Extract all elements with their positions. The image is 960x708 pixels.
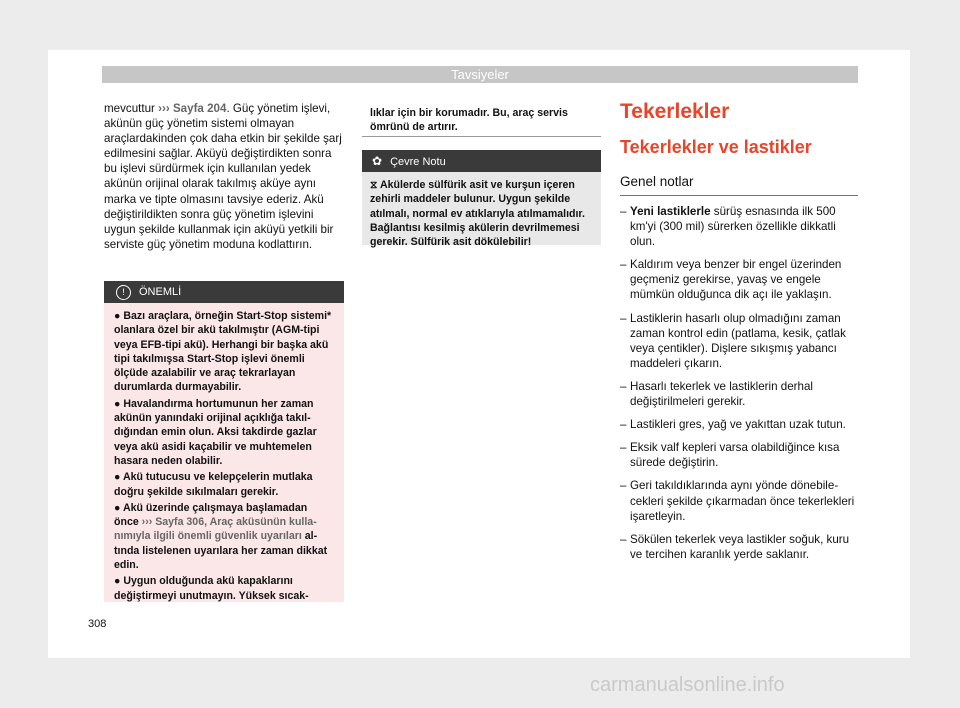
warning-item4-link[interactable]: ››› Sayfa 306, Araç aküsünün kullanımıyla ilgili önemli güvenlik uyarıları (114, 516, 317, 543)
warning-item: ● Akü tutucusu ve kelepçelerin mutlaka doğru şekilde sıkılmaları gerekir. (114, 471, 313, 498)
list-item (620, 379, 860, 409)
environment-note-text: Akülerde sülfürik asit ve kurşun içeren zehirli maddeler bulunur. Uygun şekilde atılmalı, normal ev atıklarıyla atılmamalıdır. Bağlantısı kesilmiş akülerin devrilmemesi gerekir. Sülfürik asit dökülebilir! (370, 179, 585, 249)
list-item-text: Hasarlı tekerlek ve lastiklerin derhal değiştirilmeleri gerekir. (630, 379, 813, 409)
hourglass-icon: ⧖ (370, 179, 378, 191)
list-item (620, 311, 860, 371)
column-1 (104, 101, 344, 252)
list-item-text: Eksik valf kepleri varsa olabildiğince kısa sürede değiştirin. (630, 441, 840, 470)
list-item-text: Lastiklerin hasarlı olup olmadığını zaman zaman kontrol edin (patlama, kesik, çatlak veya çentikler). Dişlere sıkışmış yabancı maddeleri çıkarın. (630, 311, 846, 370)
warning-item4-prefix: ● Akü üzerinde çalışmaya başlamadan önce (114, 501, 308, 529)
environment-note-box (362, 150, 601, 249)
dash-marker: – (620, 311, 627, 325)
subsection-title: Genel notlar (620, 174, 858, 196)
warning-item4-rest: altında listelenen uyarılara her zaman dikkat edin. (114, 530, 328, 572)
environment-note-body (362, 172, 601, 249)
list-item (620, 417, 860, 432)
dash-marker: – (620, 258, 627, 272)
warning-item: ● Bazı araçlara, örneğin Start-Stop sistemi* olanlara özel bir akü takılmıştır (AGM-tipi veya EFB-tipi akü). Herhangi bir başka akü tipi takılmışsa Start-Stop işlevi önemli ölçüde azalabilir ve araç tekrarlayan durumlarda durmayabilir. (114, 310, 332, 394)
warning-continuation: lıklar için bir korumadır. Bu, araç servis ömrünü de artırır. (362, 96, 601, 137)
warning-icon: ! (116, 285, 131, 300)
warning-header (104, 281, 344, 303)
intro-rest: . Güç yönetim işlevi, akünün güç yönetim sistemi olmayan araçlardakinden çok daha etkin bir şekilde şarj edilmesini sağlar. Aküyü değiştirdikten sonra bu işlevi sürdürmek için kullanılan yedek akünün orijinal olarak takılmış aküye aynı marka ve tipte olmasını tavsiye ederiz. Akü değiştirildikten sonra güç yönetim işlevini uygun şekilde kullanmak için aküyü yetkili bir serviste güç yönetim moduna kodlattırın. (104, 102, 342, 251)
watermark: carmanualsonline.info (590, 674, 785, 696)
dash-marker: – (620, 532, 627, 546)
warning-box (104, 281, 344, 602)
tips-list (620, 204, 860, 570)
warning-item (114, 501, 334, 572)
dash-marker: – (620, 379, 627, 393)
environment-note-title: Çevre Notu (390, 156, 446, 168)
dash-marker: – (620, 205, 627, 218)
list-item (620, 532, 860, 562)
dash-marker: – (620, 479, 627, 493)
chapter-title: Tekerlekler (620, 100, 730, 123)
section-title: Tekerlekler ve lastikler (620, 137, 812, 157)
list-item (620, 257, 860, 302)
list-item-text: Kaldırım veya benzer bir engel üzerinden geçmeniz gerekirse, yavaş ve engele mümkün olduğunca dik açı ile yaklaşın. (630, 258, 842, 302)
dash-marker: – (620, 418, 627, 432)
intro-prefix: mevcuttur (104, 102, 159, 115)
list-item (620, 478, 860, 523)
page-header (102, 66, 858, 83)
warning-body (104, 303, 344, 603)
list-item (620, 440, 860, 470)
warning-title: ÖNEMLİ (139, 286, 182, 298)
list-item (620, 204, 860, 249)
link-arrow-icon[interactable]: ››› (158, 102, 170, 115)
environment-note-header (362, 150, 601, 172)
list-item-text: sürüş esnasında ilk 500 km'yi (300 mil) sürerken özellikle dikkatli olun. (630, 205, 836, 249)
warning-item: ● Uygun olduğunda akü kapaklarını değiştirmeyi unutmayın. Yüksek sıcak- (114, 575, 309, 602)
intro-paragraph (104, 101, 344, 252)
list-item-text: Geri takıldıklarında aynı yönde dönebilecekleri şekilde çıkarmadan önce tekerlekleri işaretleyin. (630, 479, 855, 523)
dash-marker: – (620, 441, 627, 455)
page-number: 308 (88, 618, 107, 630)
list-item-text: Sökülen tekerlek veya lastikler soğuk, kuru ve tercihen karanlık yerde saklanır. (630, 532, 850, 561)
warning-item: ● Havalandırma hortumunun her zaman akünün yanındaki orijinal açıklığa takıldığından emin olun. Aksi takdirde gazlar veya akü asidi kaçabilir ve muhtemelen hasara neden olabilir. (114, 397, 317, 467)
header-title: Tavsiyeler (451, 67, 509, 82)
flower-icon: ✿ (372, 154, 383, 168)
page-link[interactable]: Sayfa 204 (169, 102, 227, 115)
list-item-lead: Yeni lastiklerle (630, 205, 711, 218)
list-item-text: Lastikleri gres, yağ ve yakıttan uzak tutun. (630, 418, 846, 432)
